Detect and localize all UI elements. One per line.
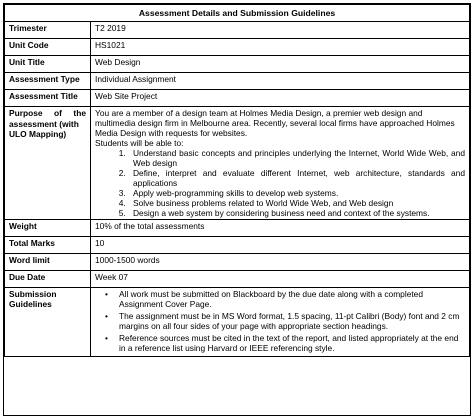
row-value-due-date: Week 07 bbox=[91, 271, 470, 288]
assessment-details-table bbox=[4, 4, 470, 357]
row-label-submission bbox=[5, 288, 91, 357]
table-title: Assessment Details and Submission Guidelines bbox=[5, 5, 470, 22]
row-value-unit-code: HS1021 bbox=[91, 39, 470, 56]
row-value-trimester: T2 2019 bbox=[91, 22, 470, 39]
table-row bbox=[5, 90, 470, 107]
submission-guidelines-list bbox=[95, 289, 465, 353]
submission-label-line1: Submission bbox=[9, 289, 57, 299]
title-row bbox=[5, 5, 470, 22]
list-item: 3. Apply web-programming skills to develop web systems. bbox=[128, 188, 465, 198]
row-label-assessment-type: Assessment Type bbox=[5, 73, 91, 90]
document-frame bbox=[3, 3, 471, 416]
table-row bbox=[5, 56, 470, 73]
row-value-weight: 10% of the total assessments bbox=[91, 220, 470, 237]
row-label-assessment-title: Assessment Title bbox=[5, 90, 91, 107]
table-row bbox=[5, 73, 470, 90]
row-value-assessment-type: Individual Assignment bbox=[91, 73, 470, 90]
row-value-assessment-title: Web Site Project bbox=[91, 90, 470, 107]
list-item: 1. Understand basic concepts and principles underlying the Internet, World Wide Web, and Web design bbox=[128, 148, 465, 168]
learning-outcomes-list bbox=[95, 148, 465, 218]
row-value-total-marks: 10 bbox=[91, 237, 470, 254]
table-row bbox=[5, 254, 470, 271]
row-label-purpose bbox=[5, 107, 91, 220]
purpose-intro: You are a member of a design team at Holmes Media Design, a premier web design and multimedia design firm in Melbourne area. Recently, several local firms have approached Holmes Media Design with requests for websites. bbox=[95, 108, 455, 138]
row-value-submission bbox=[91, 288, 470, 357]
list-item: 5. Design a web system by considering business need and context of the systems. bbox=[128, 208, 465, 218]
purpose-label-line2: assessment (with bbox=[9, 118, 79, 129]
table-row bbox=[5, 271, 470, 288]
row-label-trimester: Trimester bbox=[5, 22, 91, 39]
table-row bbox=[5, 220, 470, 237]
purpose-label-word: the bbox=[73, 108, 86, 118]
purpose-label-word: Purpose bbox=[9, 108, 43, 118]
table-row bbox=[5, 39, 470, 56]
row-label-total-marks: Total Marks bbox=[5, 237, 91, 254]
list-item: 4. Solve business problems related to World Wide Web, and Web design bbox=[128, 198, 465, 208]
purpose-label-line3: ULO Mapping) bbox=[9, 129, 67, 139]
submission-label-line2: Guidelines bbox=[9, 299, 52, 309]
table-row bbox=[5, 237, 470, 254]
row-label-weight: Weight bbox=[5, 220, 91, 237]
row-label-unit-code: Unit Code bbox=[5, 39, 91, 56]
table-row-submission bbox=[5, 288, 470, 357]
list-item: 2. Define, interpret and evaluate different Internet, web architecture, standards and applications bbox=[128, 168, 465, 188]
table-row-purpose bbox=[5, 107, 470, 220]
row-label-due-date: Due Date bbox=[5, 271, 91, 288]
purpose-able: Students will be able to: bbox=[95, 138, 184, 148]
table-row bbox=[5, 22, 470, 39]
list-item: • The assignment must be in MS Word format, 1.5 spacing, 11-pt Calibri (Body) font and 2 cm margins on all four sides of your page with appropriate section headings. bbox=[117, 311, 465, 331]
list-item: • All work must be submitted on Blackboard by the due date along with a completed Assignment Cover Page. bbox=[117, 289, 465, 309]
purpose-label-line1 bbox=[9, 108, 86, 119]
purpose-label-word: of bbox=[54, 108, 62, 118]
list-item: • Reference sources must be cited in the text of the report, and listed appropriately at the end in a reference list using Harvard or IEEE referencing style. bbox=[117, 333, 465, 353]
row-label-unit-title: Unit Title bbox=[5, 56, 91, 73]
row-value-unit-title: Web Design bbox=[91, 56, 470, 73]
row-label-word-limit: Word limit bbox=[5, 254, 91, 271]
row-value-purpose bbox=[91, 107, 470, 220]
row-value-word-limit: 1000-1500 words bbox=[91, 254, 470, 271]
